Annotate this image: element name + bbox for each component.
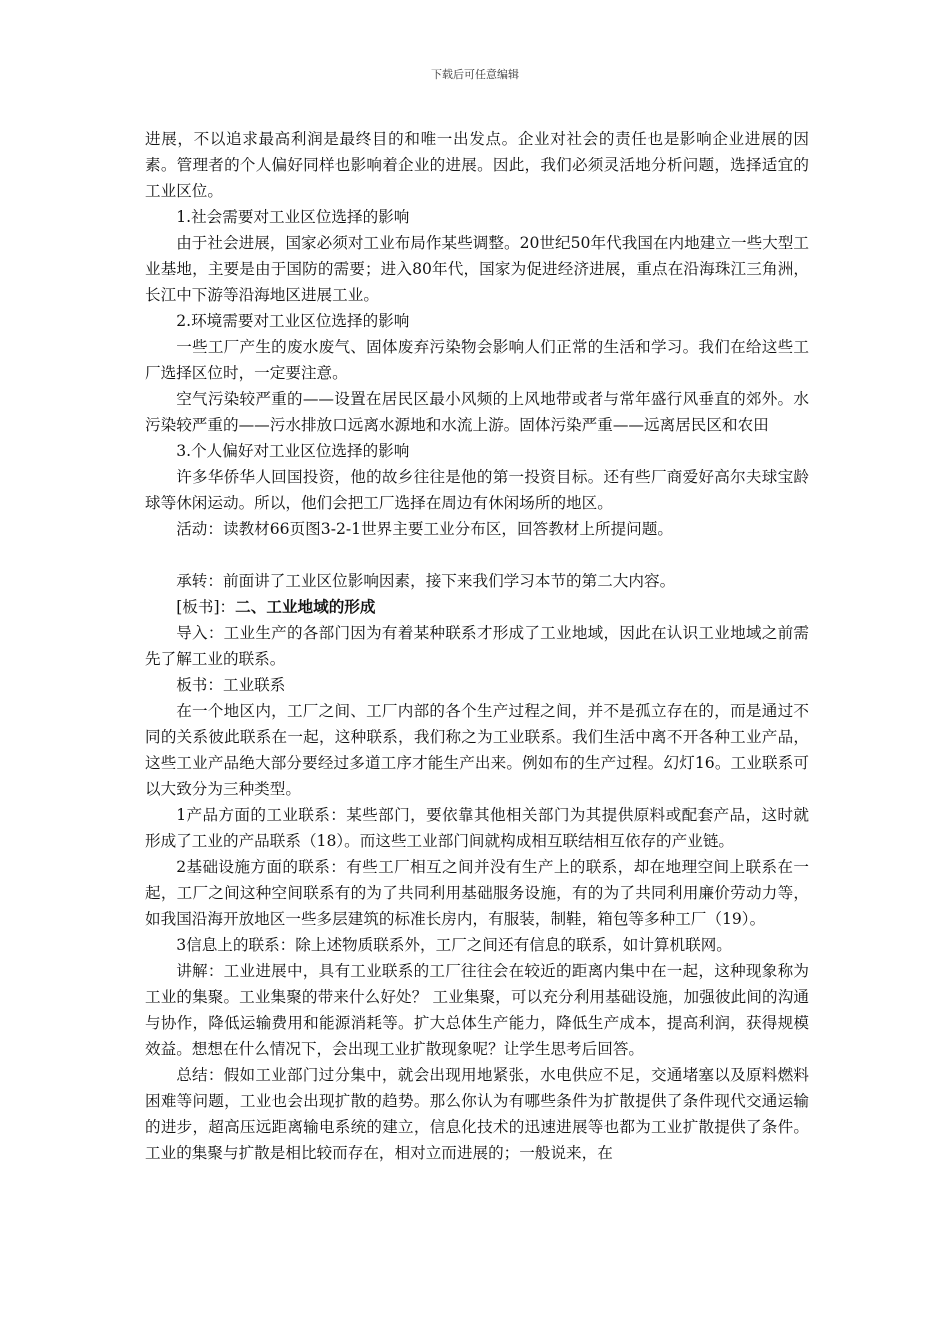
paragraph: 2基础设施方面的联系：有些工厂相互之间并没有生产上的联系，却在地理空间上联系在一起，工厂之间这种空间联系有的为了共同利用基础服务设施，有的为了共同利用廉价劳动力等，如我国沿海开放地区一些多层建筑的标准长房内，有服装，制鞋，箱包等多种工厂（19）。 (145, 858, 809, 928)
document-body (145, 126, 809, 1166)
paragraph: 进展，不以追求最高利润是最终目的和唯一出发点。企业对社会的责任也是影响企业进展的因素。管理者的个人偏好同样也影响着企业的进展。因此，我们必须灵活地分析问题，选择适宜的工业区位。 (145, 130, 809, 200)
blank-line (145, 542, 809, 568)
paragraph: 承转：前面讲了工业区位影响因素，接下来我们学习本节的第二大内容。 (176, 572, 676, 590)
board-label: [板书]： (176, 598, 236, 616)
paragraph: 由于社会进展，国家必须对工业布局作某些调整。20世纪50年代我国在内地建立一些大型工业基地，主要是由于国防的需要；进入80年代，国家为促进经济进展，重点在沿海珠江三角洲，长江中下游等沿海地区进展工业。 (145, 234, 809, 304)
page-header: 下载后可任意编辑 (431, 68, 519, 81)
paragraph: 3信息上的联系：除上述物质联系外，工厂之间还有信息的联系，如计算机联网。 (176, 936, 732, 954)
board-heading (145, 594, 809, 620)
paragraph: 总结：假如工业部门过分集中，就会出现用地紧张，水电供应不足，交通堵塞以及原料燃料困难等问题，工业也会出现扩散的趋势。那么你认为有哪些条件为扩散提供了条件现代交通运输的进步，超高压远距离输电系统的建立，信息化技术的迅速进展等也都为工业扩散提供了条件。工业的集聚与扩散是相比较而存在，相对立而进展的；一般说来，在 (145, 1066, 809, 1162)
paragraph: 导入：工业生产的各部门因为有着某种联系才形成了工业地域，因此在认识工业地域之前需先了解工业的联系。 (145, 624, 809, 668)
paragraph: 空气污染较严重的——设置在居民区最小风频的上风地带或者与常年盛行风垂直的郊外。水污染较严重的——污水排放口远离水源地和水流上游。固体污染严重——远离居民区和农田 (145, 390, 809, 434)
board-title: 二、工业地域的形成 (235, 597, 376, 616)
paragraph: 许多华侨华人回国投资，他的故乡往往是他的第一投资目标。还有些厂商爱好高尔夫球宝龄球等休闲运动。所以，他们会把工厂选择在周边有休闲场所的地区。 (145, 468, 809, 512)
section-heading: 3.个人偏好对工业区位选择的影响 (176, 442, 410, 460)
paragraph: 活动：读教材66页图3-2-1世界主要工业分布区，回答教材上所提问题。 (176, 520, 673, 538)
paragraph: 一些工厂产生的废水废气、固体废弃污染物会影响人们正常的生活和学习。我们在给这些工厂选择区位时，一定要注意。 (145, 338, 809, 382)
paragraph: 1产品方面的工业联系：某些部门，要依靠其他相关部门为其提供原料或配套产品，这时就形成了工业的产品联系（18）。而这些工业部门间就构成相互联结相互依存的产业链。 (145, 806, 809, 850)
section-heading: 1.社会需要对工业区位选择的影响 (176, 208, 410, 226)
paragraph: 在一个地区内，工厂之间、工厂内部的各个生产过程之间，并不是孤立存在的，而是通过不同的关系彼此联系在一起，这种联系，我们称之为工业联系。我们生活中离不开各种工业产品，这些工业产品绝大部分要经过多道工序才能生产出来。例如布的生产过程。幻灯16。工业联系可以大致分为三种类型。 (145, 702, 809, 798)
section-heading: 2.环境需要对工业区位选择的影响 (176, 312, 410, 330)
paragraph: 讲解：工业进展中，具有工业联系的工厂往往会在较近的距离内集中在一起，这种现象称为工业的集聚。工业集聚的带来什么好处？ 工业集聚，可以充分利用基础设施，加强彼此间的沟通与协作，降低运输费用和能源消耗等。扩大总体生产能力，降低生产成本，提高利润，获得规模效益。想想在什么情况下，会出现工业扩散现象呢？让学生思考后回答。 (145, 962, 809, 1058)
section-heading: 板书：工业联系 (176, 676, 286, 694)
